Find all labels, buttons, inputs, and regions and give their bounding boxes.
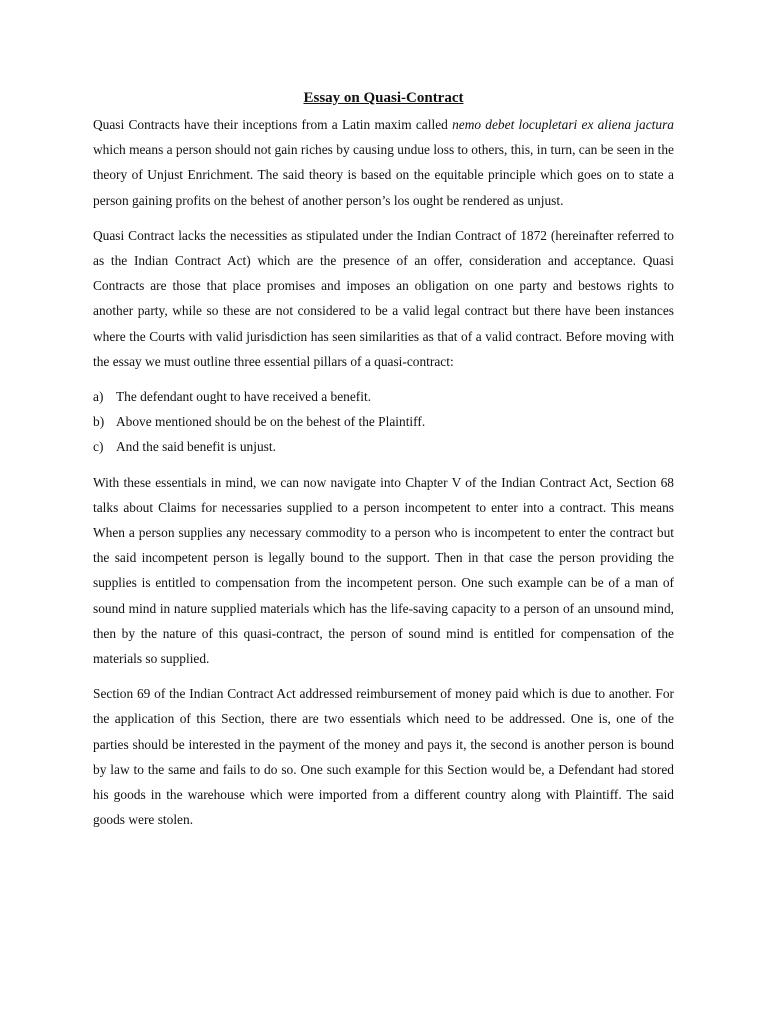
paragraph-section-69: Section 69 of the Indian Contract Act addressed reimbursement of money paid which is due to another. For the application of this Section, there are two essentials which need to be addressed. One is, one of the parties should be interested in the payment of the money and pays it, the second is another person is bound by law to the same and fails to do so. One such example for this Section would be, a Defendant had stored his goods in the warehouse which were imported from a different country along with Plaintiff. The said goods were stolen. [93, 686, 674, 828]
paragraph-intro-text-1: Quasi Contracts have their inceptions from a Latin maxim called [93, 117, 453, 132]
paragraph-essentials: Quasi Contract lacks the necessities as stipulated under the Indian Contract of 1872 (hereinafter referred to as the Indian Contract Act) which are the presence of an offer, consideration and acceptance. Quasi Contracts are those that place promises and imposes an obligation on one party and bestows rights to another party, while so these are not considered to be a valid legal contract but there have been instances where the Courts with valid jurisdiction has seen similarities as that of a valid contract. Before moving with the essay we must outline three essential pillars of a quasi-contract: [93, 227, 674, 369]
latin-maxim: nemo debet locupletari ex aliena jactura [452, 117, 674, 132]
paragraph-section-68: With these essentials in mind, we can now navigate into Chapter V of the Indian Contract Act, Section 68 talks about Claims for necessaries supplied to a person incompetent to enter into a contract. This means When a person supplies any necessary commodity to a person who is incompetent to enter the contract but the said incompetent person is legally bound to the support. Then in that case the person providing the supplies is entitled to compensation from the incompetent person. One such example can be of a man of sound mind in nature supplied materials which has the life-saving capacity to a person of an unsound mind, then by the nature of this quasi-contract, the person of sound mind is entitled for compensation of the materials so supplied. [93, 474, 674, 667]
list-item [93, 434, 674, 459]
paragraph-intro [93, 112, 674, 213]
paragraph-intro-text-2: which means a person should not gain riches by causing undue loss to others, this, in turn, can be seen in the theory of Unjust Enrichment. The said theory is based on the equitable principle which goes on to state a person gaining profits on the behest of another person’s los ought be rendered as unjust. [93, 142, 674, 208]
list-item [93, 409, 674, 434]
list-marker: c) [93, 439, 104, 455]
list-item-text: And the said benefit is unjust. [116, 439, 276, 455]
document-page [93, 86, 674, 842]
list-marker: a) [93, 389, 104, 405]
list-marker: b) [93, 414, 105, 430]
document-title: Essay on Quasi-Contract [303, 90, 464, 106]
essential-pillars-list [93, 384, 674, 460]
list-item [93, 384, 674, 409]
list-item-text: The defendant ought to have received a benefit. [116, 389, 372, 405]
list-item-text: Above mentioned should be on the behest of the Plaintiff. [116, 414, 426, 430]
